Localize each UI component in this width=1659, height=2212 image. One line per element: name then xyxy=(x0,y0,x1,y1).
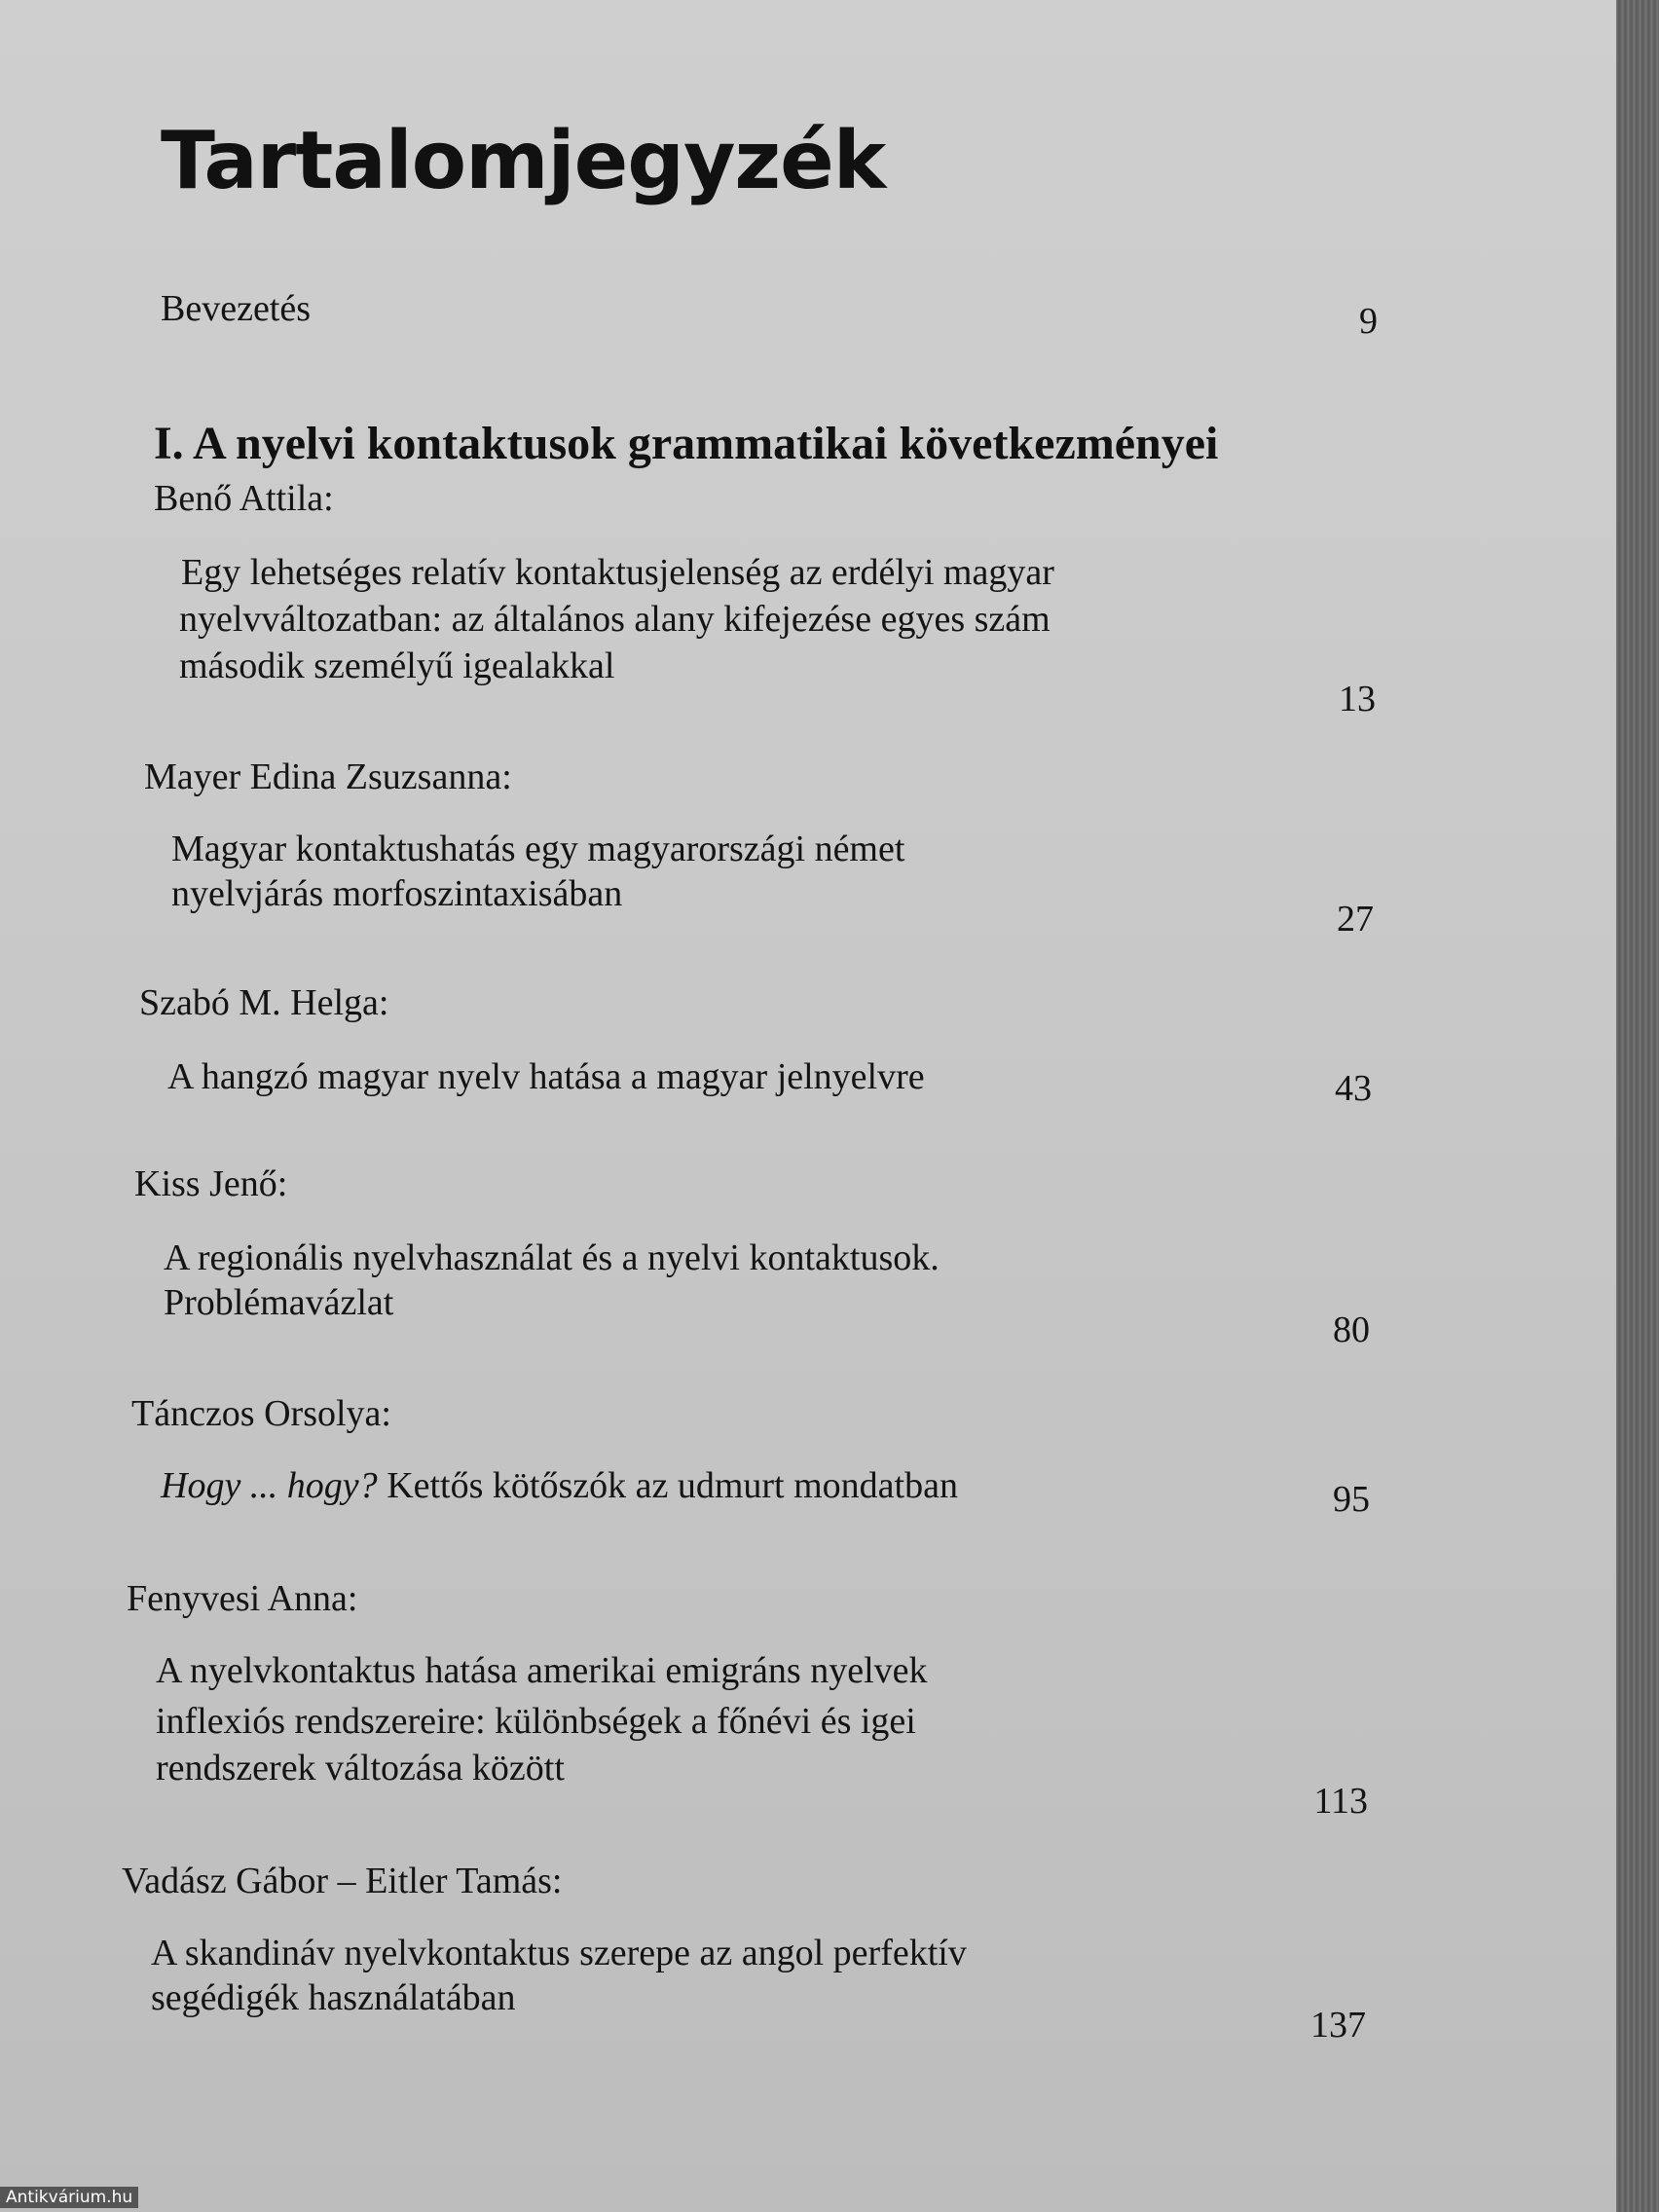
entry-page: 95 xyxy=(1333,1479,1370,1520)
entry-title-line: A regionális nyelvhasználat és a nyelvi kontaktusok. xyxy=(164,1237,940,1278)
intro-label: Bevezetés xyxy=(161,288,312,329)
entry-author: Mayer Edina Zsuzsanna: xyxy=(144,756,512,797)
entry-title-line: Magyar kontaktushatás egy magyarországi német xyxy=(171,829,905,869)
entry-title-line: segédigék használatában xyxy=(151,1977,516,2018)
entry-page: 27 xyxy=(1337,899,1374,940)
entry-title-line: A nyelvkontaktus hatása amerikai emigráns nyelvek xyxy=(156,1650,928,1691)
entry-page: 80 xyxy=(1333,1309,1370,1350)
entry-title-line: második személyű igealakkal xyxy=(179,645,615,686)
entry-title-line: nyelvváltozatban: az általános alany kifejezése egyes szám xyxy=(179,599,1051,640)
entry-title-line: inflexiós rendszereire: különbségek a főnévi és igei xyxy=(156,1701,916,1742)
entry-title-line: Problémavázlat xyxy=(164,1282,394,1323)
page-title: Tartalomjegyzék xyxy=(161,115,886,207)
entry-title-italic: Hogy ... hogy? xyxy=(161,1465,378,1506)
intro-page: 9 xyxy=(1359,301,1378,342)
entry-author: Vadász Gábor – Eitler Tamás: xyxy=(122,1861,563,1901)
entry-author: Kiss Jenő: xyxy=(134,1163,288,1204)
entry-author: Fenyvesi Anna: xyxy=(127,1578,358,1619)
entry-page: 13 xyxy=(1339,679,1376,719)
watermark: Antikvárium.hu xyxy=(0,2187,138,2208)
entry-title-line: Egy lehetséges relatív kontaktusjelenség az erdélyi magyar xyxy=(181,552,1054,593)
entry-title-line xyxy=(161,1464,958,1507)
entry-title-line: rendszerek változása között xyxy=(156,1748,565,1788)
entry-page: 43 xyxy=(1335,1068,1372,1109)
entry-author: Tánczos Orsolya: xyxy=(131,1393,391,1434)
entry-title-line: nyelvjárás morfoszintaxisában xyxy=(171,873,623,914)
entry-author: Szabó M. Helga: xyxy=(139,982,389,1023)
section-heading: I. A nyelvi kontaktusok grammatikai következményei xyxy=(154,418,1219,469)
entry-author: Benő Attila: xyxy=(154,478,334,519)
entry-title-line: A hangzó magyar nyelv hatása a magyar jelnyelvre xyxy=(167,1056,925,1097)
entry-page: 137 xyxy=(1310,2005,1366,2046)
entry-title-line: A skandináv nyelvkontaktus szerepe az angol perfektív xyxy=(151,1933,967,1973)
entry-page: 113 xyxy=(1313,1781,1368,1822)
page-edge xyxy=(1616,0,1659,2212)
entry-title-rest: Kettős kötőszók az udmurt mondatban xyxy=(377,1465,958,1506)
